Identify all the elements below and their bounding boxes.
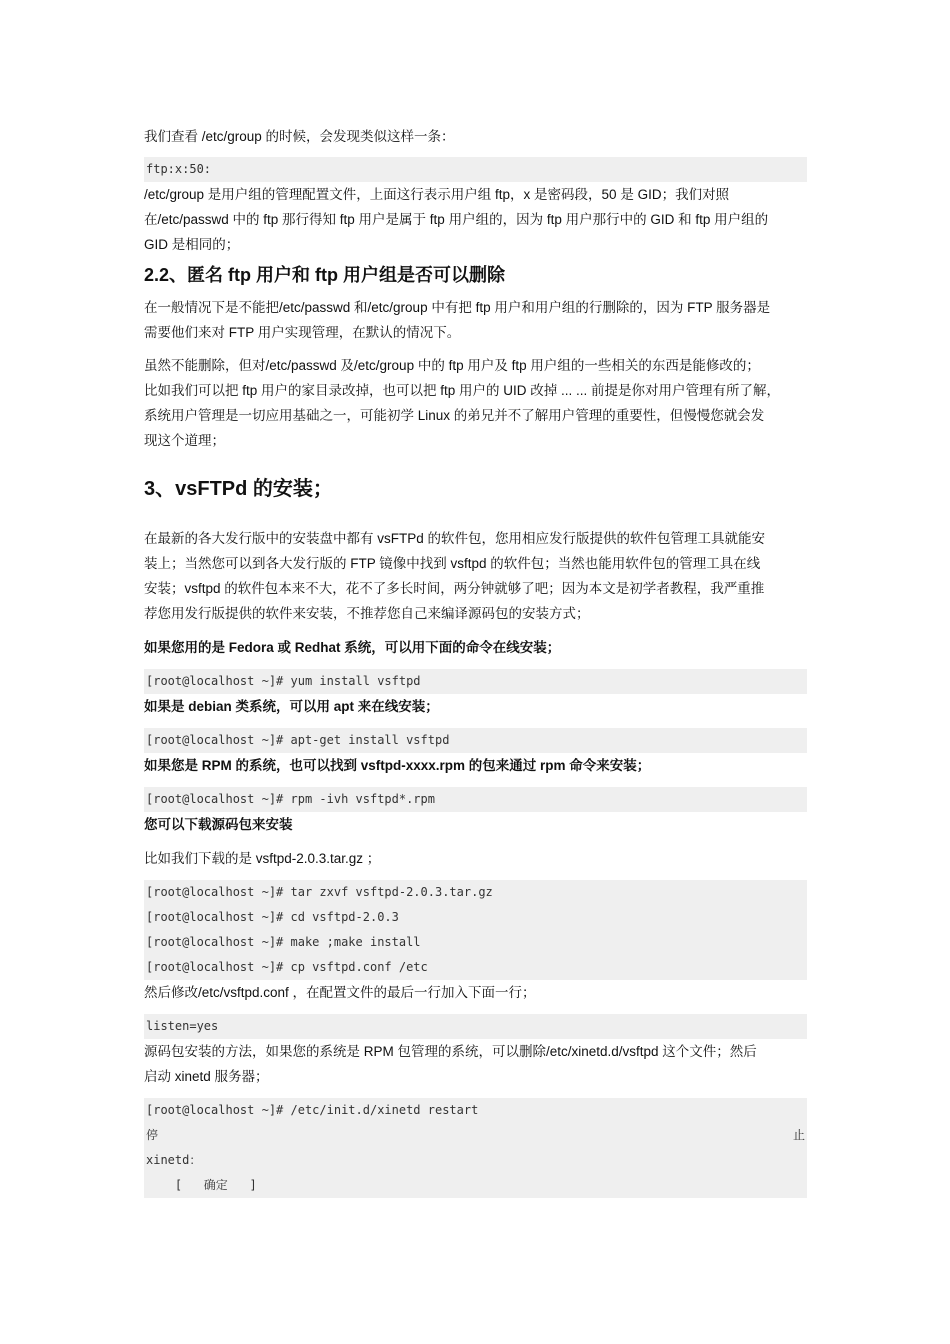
code-line: [root@localhost ~]# apt-get install vsftpd	[146, 733, 450, 747]
stop-left: 停	[146, 1128, 159, 1142]
bold-debian: 如果是 debian 类系统，可以用 apt 来在线安装；	[144, 699, 439, 714]
para-src: 比如我们下载的是 vsftpd-2.0.3.tar.gz ；	[144, 851, 381, 866]
code-listen	[144, 1014, 807, 1039]
stop-ok: [ 确定 ]	[146, 1178, 257, 1192]
para-del-1: 在一般情况下是不能把/etc/passwd 和/etc/group 中有把 ftp 用户和用户组的行删除的，因为 FTP 服务器是	[144, 300, 771, 315]
code-src	[144, 880, 807, 980]
document-page	[144, 0, 807, 1198]
code-line: [root@localhost ~]# tar zxvf vsftpd-2.0.3.tar.gz	[146, 885, 493, 899]
para-mod-1: 虽然不能删除，但对/etc/passwd 及/etc/group 中的 ftp 用户及 ftp 用户组的一些相关的东西是能修改的；	[144, 358, 760, 373]
code-apt	[144, 728, 807, 753]
bold-src: 您可以下载源码包来安装	[144, 817, 293, 832]
para-inst-4: 荐您用发行版提供的软件来安装，不推荐您自己来编译源码包的安装方式；	[144, 606, 590, 621]
code-line: [root@localhost ~]# cd vsftpd-2.0.3	[146, 910, 399, 924]
code-group	[144, 157, 807, 182]
para-del-2: 需要他们来对 FTP 用户实现管理，在默认的情况下。	[144, 325, 461, 340]
para-xinetd-2: 启动 xinetd 服务器；	[144, 1069, 269, 1084]
para-inst-1: 在最新的各大发行版中的安装盘中都有 vsFTPd 的软件包，您用相应发行版提供的软件包管理工具就能安	[144, 531, 766, 546]
code-line: [root@localhost ~]# cp vsftpd.conf /etc	[146, 960, 428, 974]
stop-row	[146, 1123, 805, 1148]
para-mod-4: 现这个道理；	[144, 433, 225, 448]
code-rpm	[144, 787, 807, 812]
code-line: ftp:x:50:	[146, 162, 212, 176]
code-yum	[144, 669, 807, 694]
para-mod-3: 系统用户管理是一切应用基础之一，可能初学 Linux 的弟兄并不了解用户管理的重要性，但慢慢您就会发	[144, 408, 765, 423]
bold-fedora: 如果您用的是 Fedora 或 Redhat 系统，可以用下面的命令在线安装；	[144, 640, 561, 655]
code-line: [root@localhost ~]# make ;make install	[146, 935, 421, 949]
para-conf: 然后修改/etc/vsftpd.conf ，在配置文件的最后一行加入下面一行；	[144, 985, 536, 1000]
code-line: [root@localhost ~]# rpm -ivh vsftpd*.rpm	[146, 792, 435, 806]
stop-right: 止	[792, 1128, 805, 1142]
para-group-3: GID 是相同的；	[144, 237, 240, 252]
para-inst-2: 装上；当然您可以到各大发行版的 FTP 镜像中找到 vsftpd 的软件包；当然也能用软件包的管理工具在线	[144, 556, 761, 571]
para-group-2: 在/etc/passwd 中的 ftp 那行得知 ftp 用户是属于 ftp 用户组的，因为 ftp 用户那行中的 GID 和 ftp 用户组的	[144, 212, 769, 227]
para-mod-2: 比如我们可以把 ftp 用户的家目录改掉，也可以把 ftp 用户的 UID 改掉 ... ... 前提是你对用户管理有所了解，	[144, 383, 781, 398]
para-xinetd-1: 源码包安装的方法，如果您的系统是 RPM 包管理的系统，可以删除/etc/xinetd.d/vsftpd 这个文件；然后	[144, 1044, 757, 1059]
code-line: [root@localhost ~]# yum install vsftpd	[146, 674, 421, 688]
stop-xinetd: xinetd：	[146, 1153, 202, 1167]
code-restart	[144, 1098, 807, 1198]
heading-3: 3、vsFTPd 的安装；	[144, 478, 333, 500]
intro-text: 我们查看 /etc/group 的时候，会发现类似这样一条：	[144, 129, 455, 144]
bold-rpm: 如果您是 RPM 的系统，也可以找到 vsftpd-xxxx.rpm 的包来通过 rpm 命令来安装；	[144, 758, 651, 773]
code-line: listen=yes	[146, 1019, 219, 1033]
code-line: [root@localhost ~]# /etc/init.d/xinetd restart	[146, 1103, 479, 1117]
para-inst-3: 安装；vsftpd 的软件包本来不大，花不了多长时间，两分钟就够了吧；因为本文是初学者教程，我严重推	[144, 581, 765, 596]
heading-2-2: 2.2、匿名 ftp 用户和 ftp 用户组是否可以删除	[144, 265, 505, 285]
para-group-1: /etc/group 是用户组的管理配置文件，上面这行表示用户组 ftp，x 是密码段，50 是 GID；我们对照	[144, 187, 730, 202]
